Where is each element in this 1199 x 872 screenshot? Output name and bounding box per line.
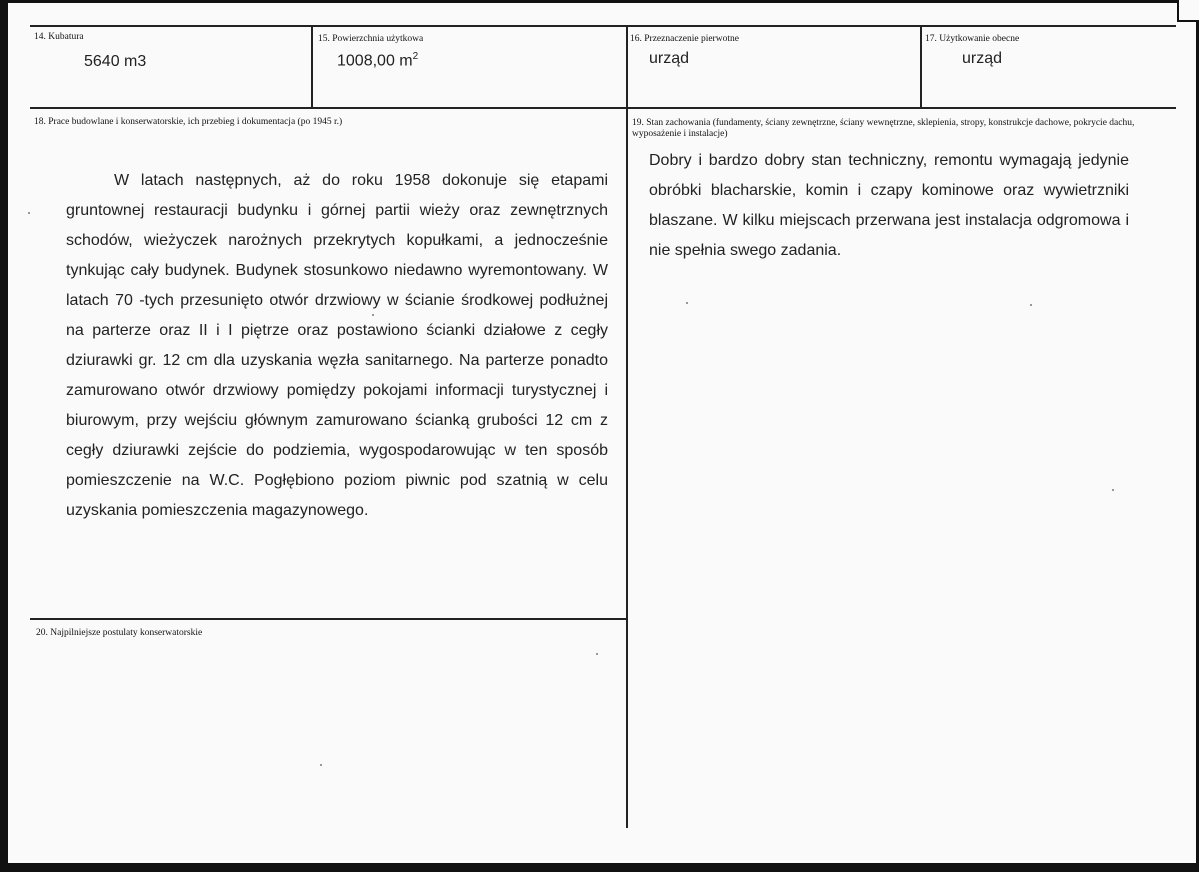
field-20-label: 20. Najpilniejsze postulaty konserwatorskie — [36, 628, 203, 638]
field-15-number: 1008,00 m — [337, 52, 413, 70]
field-19-label: 19. Stan zachowania (fundamenty, ściany zewnętrzne, ściany wewnętrzne, sklepienia, stropy, konstrukcje dachowe, pokrycie dachu, wyposażenie i instalacje) — [632, 118, 1135, 139]
scan-speck — [320, 764, 322, 766]
field-17-label: 17. Użytkowanie obecne — [925, 34, 1020, 44]
scan-corner-mark — [1177, 0, 1199, 22]
scan-speck — [1030, 304, 1032, 306]
scan-speck — [372, 314, 374, 316]
col-divider-16-17 — [920, 25, 922, 108]
field-15-label: 15. Powierzchnia użytkowa — [318, 34, 424, 44]
field-16-value: urząd — [649, 50, 690, 67]
field-16-label: 16. Przeznaczenie pierwotne — [630, 34, 739, 44]
field-15-value — [337, 51, 418, 70]
field-18-label: 18. Prace budowlane i konserwatorskie, ich przebieg i dokumentacja (po 1945 r.) — [34, 117, 343, 127]
top-rule — [30, 25, 1176, 27]
scan-speck — [1112, 489, 1114, 491]
field-15-unit-superscript: 2 — [412, 51, 419, 62]
field-14-value: 5640 m3 — [84, 53, 147, 70]
section-divider-20 — [30, 618, 627, 620]
field-19-text: Dobry i bardzo dobry stan techniczny, remontu wymagają jedynie obróbki blacharskie, komin i czapy kominowe oraz wywietrzniki blaszane. W kilku miejscach przerwana jest instalacja odgromowa i nie spełnia swego zadania. — [649, 152, 1129, 259]
field-14-label: 14. Kubatura — [34, 32, 84, 42]
scan-speck — [596, 653, 598, 655]
scan-speck — [686, 302, 688, 304]
row-divider — [30, 107, 1176, 109]
col-divider-center — [626, 25, 628, 828]
field-17-value: urząd — [962, 50, 1003, 67]
field-18-text: W latach następnych, aż do roku 1958 dokonuje się etapami gruntownej restauracji budynku i górnej partii wieży oraz zewnętrznych schodów, wieżyczek narożnych przekrytych kopułkami, a jednocześnie tynkując cały budynek. Budynek stosunkowo niedawno wyremontowany. W latach 70 -tych przesunięto otwór drzwiowy w ścianie środkowej podłużnej na parterze oraz II i I piętrze oraz postawiono ścianki działowe z cegły dziurawki gr. 12 cm dla uzyskania węzła sanitarnego. Na parterze ponadto zamurowano otwór drzwiowy pomiędzy pokojami informacji turystycznej i biurowym, przy wejściu głównym zamurowano ścianką grubości 12 cm z cegły dziurawki zejście do podziemia, wygospodarowując w ten sposób pomieszczenie na W.C. Pogłębiono poziom piwnic pod szatnią w celu uzyskania pomieszczenia magazynowego. — [66, 172, 608, 519]
scan-speck — [28, 212, 30, 214]
col-divider-14-15 — [311, 25, 313, 108]
